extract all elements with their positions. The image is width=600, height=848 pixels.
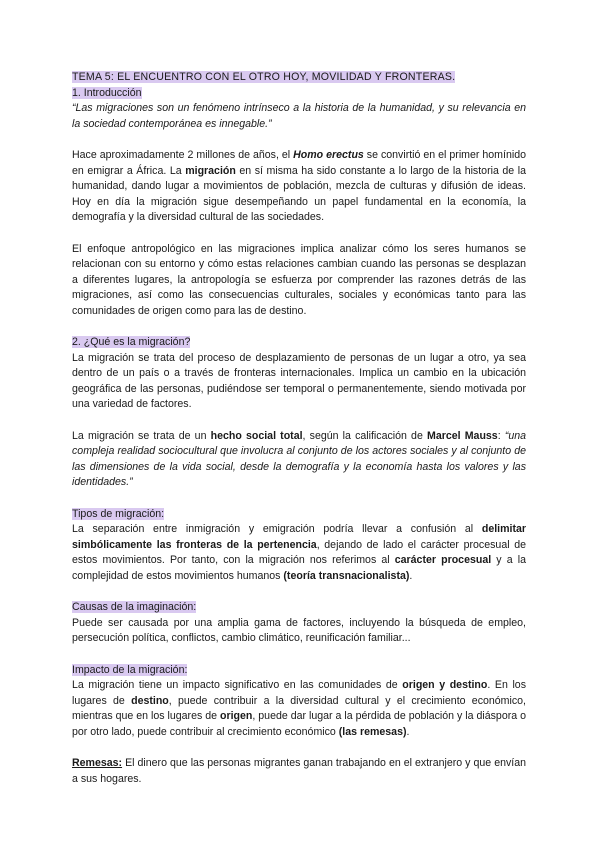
document-title: TEMA 5: EL ENCUENTRO CON EL OTRO HOY, MOVILIDAD Y FRONTERAS. [72, 71, 456, 83]
impacto-paragraph: La migración tiene un impacto significativo en las comunidades de origen y destino. En los lugares de destino, puede contribuir a la diversidad cultural y el crecimiento económico, mientras que en los lugares de origen, puede dar lugar a la pérdida de población y la diáspora o por otro lado, puede contribuir al crecimiento económico (las remesas). [72, 679, 527, 738]
remesas-term: Remesas: [72, 757, 123, 770]
intro-quote: “Las migraciones son un fenómeno intrínseco a la historia de la humanidad, y su relevancia en la sociedad contemporánea es innegable.” [72, 102, 526, 130]
document-page [72, 70, 526, 787]
section-heading-impacto: Impacto de la migración: [72, 663, 188, 676]
tipos-paragraph: La separación entre inmigración y emigración podría llevar a confusión al delimitar simbólicamente las fronteras de la pertenencia, dejando de lado el carácter procesual de estos movimientos. Por tanto, con la migración nos referimos al carácter procesual y a la complejidad de estos movimientos humanos (teoría transnacionalista). [72, 523, 527, 582]
intro-paragraph-2: El enfoque antropológico en las migraciones implica analizar cómo los seres humanos se relacionan con su entorno y cómo estas relaciones cambian cuando las personas se desplazan a diferentes lugares, la antropología se esfuerza por comprender las razones detrás de las migraciones, así como las consecuencias culturales, sociales y económicas tanto para las comunidades de origen como para las de destino. [72, 242, 526, 317]
section-heading-causas: Causas de la imaginación: [72, 601, 197, 614]
definition-paragraph: La migración se trata del proceso de desplazamiento de personas de un lugar a otro, ya sea dentro de un país o a través de fronteras internacionales. Implica un cambio en la ubicación geográfica de las personas, pudiéndose ser temporal o permanentemente, siendo motivada por una variedad de factores. [72, 351, 526, 411]
section-heading-introduccion: 1. Introducción [72, 86, 142, 99]
section-heading-que-es-migracion: 2. ¿Qué es la migración? [72, 336, 191, 349]
section-heading-tipos: Tipos de migración: [72, 507, 165, 520]
remesas-definition: Remesas: El dinero que las personas migrantes ganan trabajando en el extranjero y que envían a sus hogares. [72, 757, 526, 785]
causas-paragraph: Puede ser causada por una amplia gama de factores, incluyendo la búsqueda de empleo, persecución política, conflictos, cambio climático, reunificación familiar... [72, 616, 526, 645]
intro-paragraph-1: Hace aproximadamente 2 millones de años, el Homo erectus se convirtió en el primer homínido en emigrar a África. La migración en sí misma ha sido constante a lo largo de la historia de la humanidad, dando lugar a movimientos de población, mezcla de culturas y difusión de ideas. Hoy en día la migración sigue desempeñando un papel fundamental en la economía, la demografía y la diversidad cultural de las sociedades. [72, 148, 526, 224]
mauss-paragraph: La migración se trata de un hecho social total, según la calificación de Marcel Mauss: “una compleja realidad sociocultural que involucra al conjunto de los actores sociales y al conjunto de las dimensiones de la vida social, desde la demografía y la economía hasta los valores y las identidades.” [72, 429, 527, 489]
